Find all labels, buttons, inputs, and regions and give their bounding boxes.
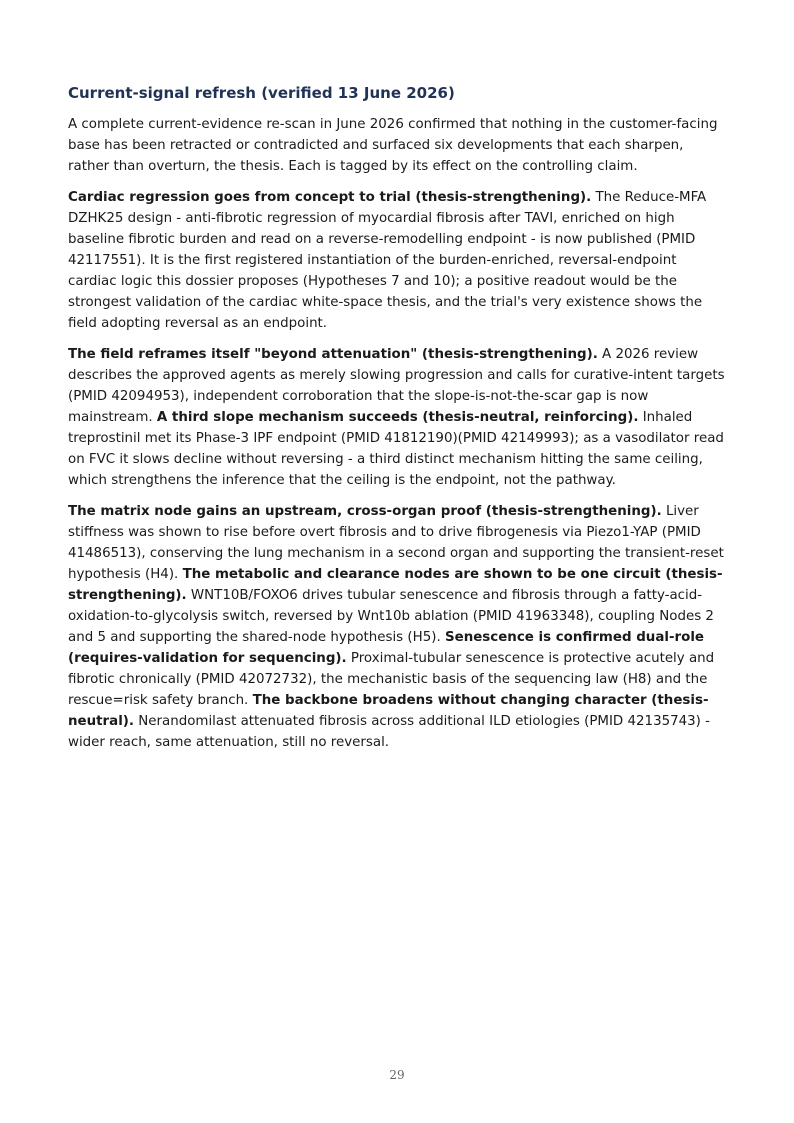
paragraph-lead: A third slope mechanism succeeds (thesis-neutral, reinforcing). (156, 410, 639, 425)
paragraph-text: Inhaled treprostinil met its Phase-3 IPF endpoint (PMID 41812190)(PMID 42149993); as a vasodilator read on FVC it slows decline without reversing - a third distinct mechanism hitting the same ceiling, which strengthens the inference that the ceiling is the endpoint, not the pathway. (68, 410, 724, 488)
paragraph-text: Nerandomilast attenuated fibrosis across additional ILD etiologies (PMID 42135743) - wider reach, same attenuation, still no reversal. (68, 714, 710, 750)
section-heading: Current-signal refresh (verified 13 June 2026) (68, 84, 455, 102)
paragraph-text: The Reduce-MFA DZHK25 design - anti-fibrotic regression of myocardial fibrosis after TAVI, enriched on high baseline fibrotic burden and read on a reverse-remodelling endpoint - is now published (PMID 42117551). It is the first registered instantiation of the burden-enriched, reversal-endpoint cardiac logic this dossier proposes (Hypotheses 7 and 10); a positive readout would be the strongest validation of the cardiac white-space thesis, and the trial's very existence shows the field adopting reversal as an endpoint. (68, 190, 707, 331)
paragraph-text: Proximal-tubular senescence is protective acutely and fibrotic chronically (PMID 42072732), the mechanistic basis of the sequencing law (H8) and the rescue=risk safety branch. (68, 651, 715, 708)
paragraph-lead: The field reframes itself "beyond attenuation" (thesis-strengthening). (68, 347, 598, 362)
paragraph-text: Liver stiffness was shown to rise before overt fibrosis and to drive fibrogenesis via Piezo1-YAP (PMID 41486513), conserving the lung mechanism in a second organ and supporting the transient-reset hypothesis (H4). (68, 504, 724, 582)
paragraph-cardiac-regression (68, 187, 728, 334)
paragraph-beyond-attenuation (68, 344, 728, 491)
paragraph-lead: The backbone broadens without changing character (thesis-neutral). (68, 693, 709, 729)
paragraph-lead: Cardiac regression goes from concept to trial (thesis-strengthening). (68, 190, 592, 205)
paragraph-lead: The metabolic and clearance nodes are shown to be one circuit (thesis-strengthening). (68, 567, 723, 603)
paragraph-text: A complete current-evidence re-scan in June 2026 confirmed that nothing in the customer-facing base has been retracted or contradicted and surfaced six developments that each sharpen, rather than overturn, the thesis. Each is tagged by its effect on the controlling claim. (68, 117, 718, 174)
paragraph-lead: The matrix node gains an upstream, cross-organ proof (thesis-strengthening). (68, 504, 662, 519)
page-content (68, 82, 728, 763)
paragraph-matrix-node (68, 501, 728, 753)
paragraph-text: WNT10B/FOXO6 drives tubular senescence and fibrosis through a fatty-acid-oxidation-to-glycolysis switch, reversed by Wnt10b ablation (PMID 41963348), coupling Nodes 2 and 5 and supporting the shared-node hypothesis (H5). (68, 588, 714, 645)
paragraph-intro (68, 114, 728, 177)
page-number: 29 (389, 1068, 405, 1082)
paragraph-lead: Senescence is confirmed dual-role (requires-validation for sequencing). (68, 630, 704, 666)
paragraph-text: A 2026 review describes the approved agents as merely slowing progression and calls for curative-intent targets (PMID 42094953), independent corroboration that the slope-is-not-the-scar gap is now mainstream. (68, 347, 725, 425)
